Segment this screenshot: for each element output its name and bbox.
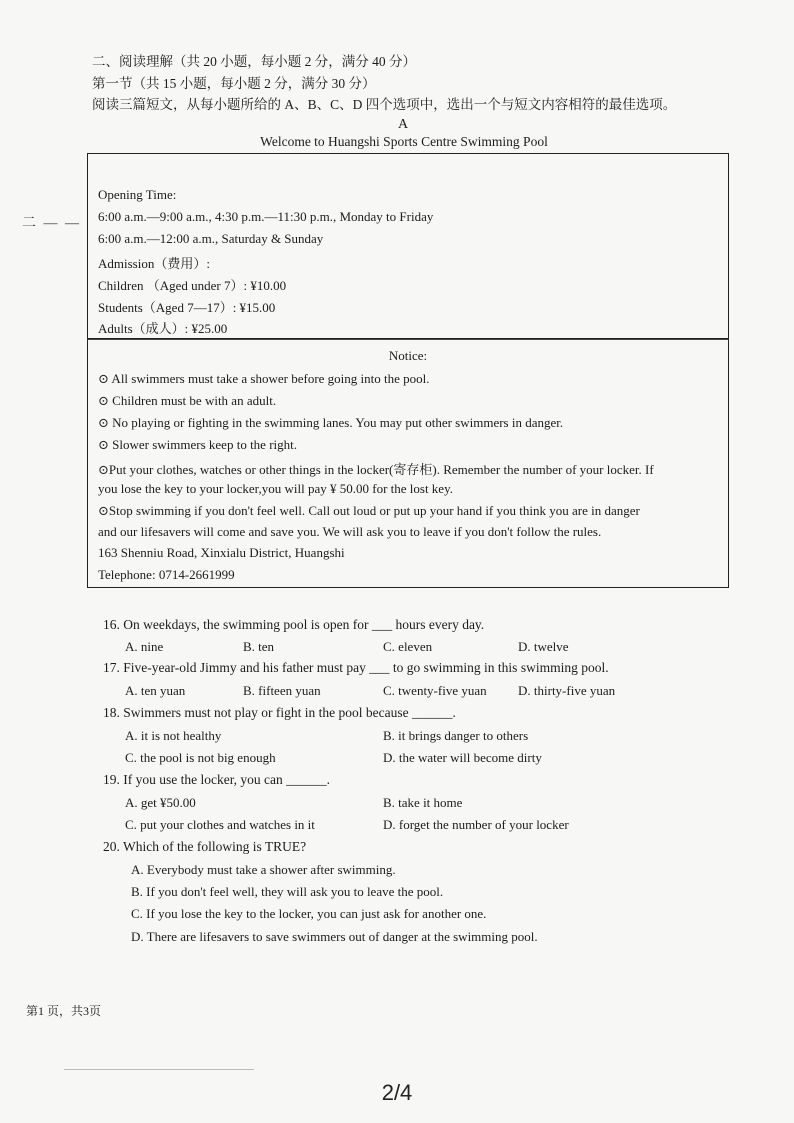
option-17-a: A. ten yuan [125, 683, 186, 698]
weekend-hours: 6:00 a.m.—12:00 a.m., Saturday & Sunday [98, 231, 324, 246]
students-price: Students（Aged 7—17）: ¥15.00 [98, 300, 276, 315]
telephone: Telephone: 0714-2661999 [98, 567, 235, 582]
option-19-b: B. take it home [383, 795, 463, 810]
notice-line: ⊙ No playing or fighting in the swimming lanes. You may put other swimmers in danger. [98, 415, 564, 430]
info-box [87, 153, 729, 339]
notice-line: ⊙ All swimmers must take a shower before going into the pool. [98, 371, 430, 386]
opening-label: Opening Time: [98, 187, 177, 202]
page-info: 第1 页，共3页 [26, 1004, 102, 1018]
weekday-hours: 6:00 a.m.—9:00 a.m., 4:30 p.m.—11:30 p.m., Monday to Friday [98, 209, 434, 224]
question-17: 17. Five-year-old Jimmy and his father must pay ___ to go swimming in this swimming pool. [103, 660, 609, 675]
option-16-d: D. twelve [518, 639, 569, 654]
option-20-b: B. If you don't feel well, they will ask you to leave the pool. [131, 884, 444, 899]
option-16-b: B. ten [243, 639, 275, 654]
option-20-a: A. Everybody must take a shower after swimming. [131, 862, 396, 877]
option-17-d: D. thirty-five yuan [518, 683, 616, 698]
option-19-d: D. forget the number of your locker [383, 817, 569, 832]
passage-label: A [397, 117, 409, 132]
option-18-c: C. the pool is not big enough [125, 750, 276, 765]
question-19: 19. If you use the locker, you can ______. [103, 772, 331, 787]
option-19-a: A. get ¥50.00 [125, 795, 196, 810]
page-number: 2/4 [381, 1080, 413, 1105]
option-17-b: B. fifteen yuan [243, 683, 321, 698]
children-price: Children （Aged under 7）: ¥10.00 [98, 278, 287, 293]
passage-title: Welcome to Huangshi Sports Centre Swimming Pool [260, 134, 548, 149]
notice-title: Notice: [388, 348, 428, 363]
address: 163 Shenniu Road, Xinxialu District, Huangshi [98, 545, 345, 560]
option-16-c: C. eleven [383, 639, 433, 654]
option-20-c: C. If you lose the key to the locker, you can just ask for another one. [131, 906, 487, 921]
adults-price: Adults（成人）: ¥25.00 [98, 321, 228, 336]
footer-divider [64, 1069, 254, 1070]
option-17-c: C. twenty-five yuan [383, 683, 487, 698]
notice-line: ⊙ Slower swimmers keep to the right. [98, 437, 297, 452]
instruction-text: 阅读三篇短文，从每小题所给的 A、B、C、D 四个选项中，选出一个与短文内容相符的最佳选项。 [92, 97, 677, 112]
option-18-d: D. the water will become dirty [383, 750, 542, 765]
notice-box [87, 339, 729, 588]
option-20-d: D. There are lifesavers to save swimmers out of danger at the swimming pool. [131, 929, 538, 944]
option-16-a: A. nine [125, 639, 164, 654]
question-16: 16. On weekdays, the swimming pool is open for ___ hours every day. [103, 617, 485, 632]
part-title: 第一节（共 15 小题，每小题 2 分，满分 30 分） [92, 76, 376, 91]
notice-line: you lose the key to your locker,you will pay ¥ 50.00 for the lost key. [98, 481, 453, 496]
section-title: 二、阅读理解（共 20 小题，每小题 2 分，满分 40 分） [92, 54, 416, 69]
option-19-c: C. put your clothes and watches in it [125, 817, 315, 832]
notice-line: ⊙Stop swimming if you don't feel well. Call out loud or put up your hand if you think you are in danger [98, 503, 640, 518]
notice-line: and our lifesavers will come and save you. We will ask you to leave if you don't follow the rules. [98, 524, 602, 539]
notice-line: ⊙ Children must be with an adult. [98, 393, 277, 408]
admission-label: Admission（费用）: [98, 256, 210, 271]
option-18-a: A. it is not healthy [125, 728, 222, 743]
notice-line: ⊙Put your clothes, watches or other things in the locker(寄存柜). Remember the number of your locker. If [98, 462, 654, 477]
question-20: 20. Which of the following is TRUE? [103, 839, 307, 854]
option-18-b: B. it brings danger to others [383, 728, 529, 743]
margin-mark: 二 — — [22, 216, 81, 231]
question-18: 18. Swimmers must not play or fight in the pool because ______. [103, 705, 456, 720]
